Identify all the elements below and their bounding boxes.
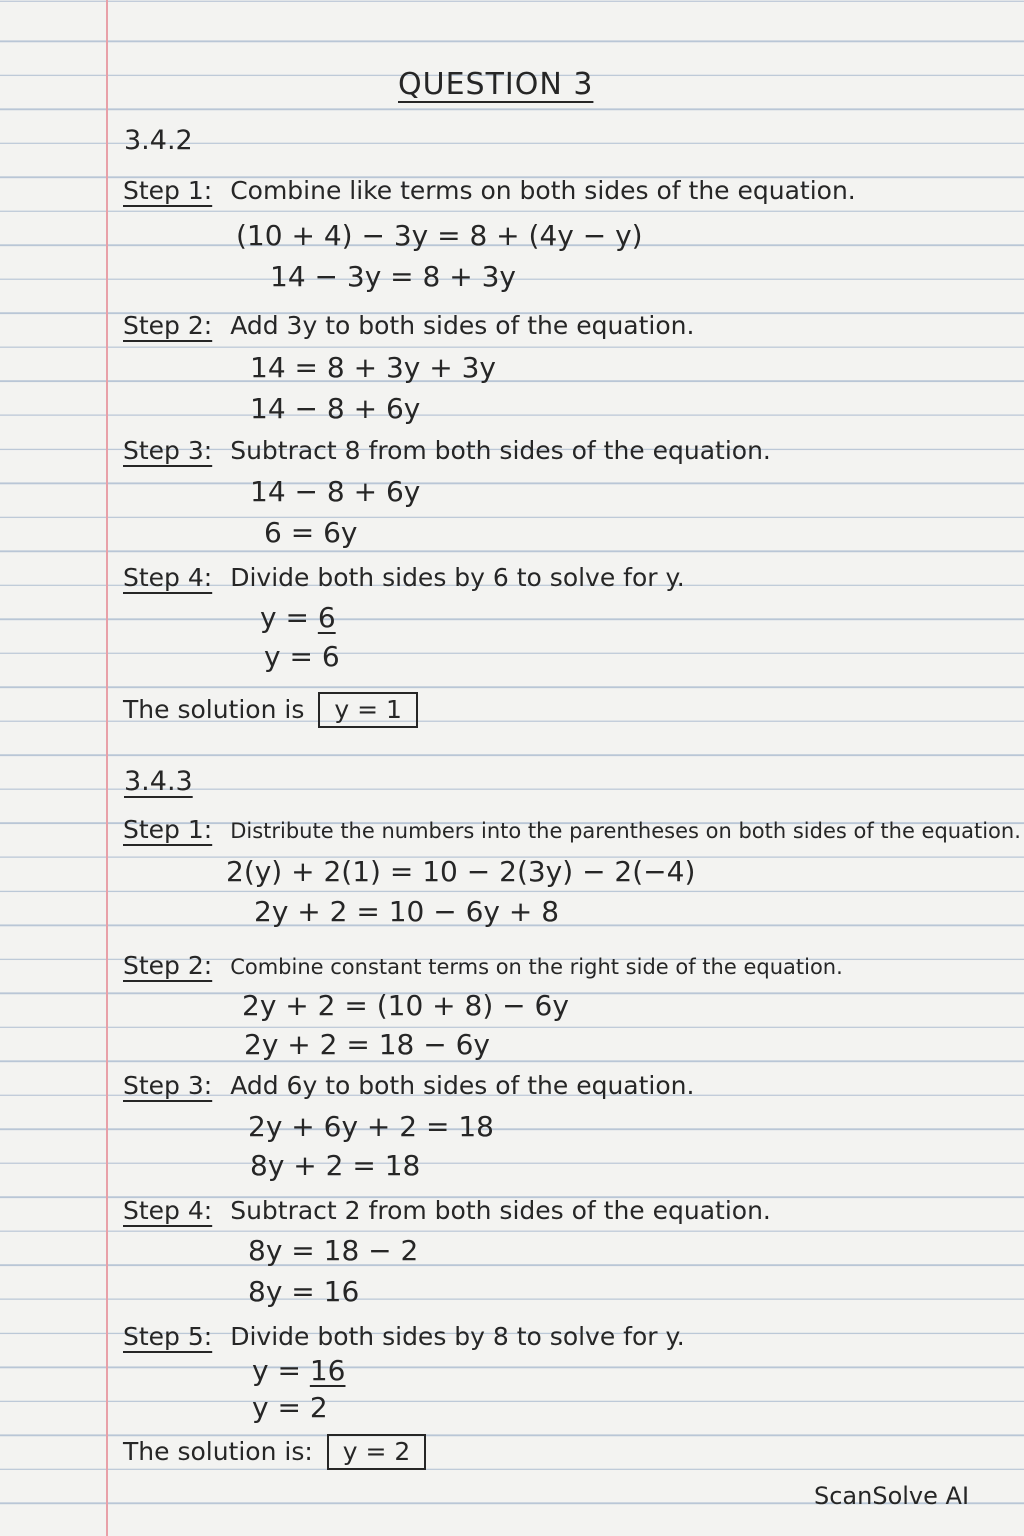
- footer-brand: ScanSolve AI: [814, 1482, 970, 1510]
- equation-line: 2y + 6y + 2 = 18: [248, 1110, 494, 1143]
- equation-line: 14 − 8 + 6y: [250, 475, 421, 508]
- solution-box: y = 2: [327, 1434, 427, 1470]
- equation-line: [252, 1354, 346, 1387]
- section-heading-3-4-3: 3.4.3: [124, 766, 193, 797]
- step-text: Combine constant terms on the right side of the equation.: [230, 955, 843, 979]
- step-text: Distribute the numbers into the parentheses on both sides of the equation.: [230, 819, 1021, 843]
- page-title: QUESTION 3: [398, 67, 594, 102]
- step-1-instruction: [123, 817, 1021, 843]
- solution-line: [123, 692, 418, 728]
- step-label: Step 3:: [123, 436, 213, 465]
- step-2-instruction: [123, 313, 694, 338]
- step-label: Step 4:: [123, 1196, 213, 1225]
- step-label: Step 2:: [123, 311, 213, 340]
- fraction-numerator: 16: [309, 1354, 346, 1387]
- equation-line: 2(y) + 2(1) = 10 − 2(3y) − 2(−4): [226, 855, 696, 888]
- equation-line: [260, 601, 336, 634]
- solution-line: [123, 1434, 426, 1470]
- solution-label: The solution is:: [123, 1437, 313, 1466]
- step-text: Divide both sides by 8 to solve for y.: [230, 1322, 685, 1351]
- step-label: Step 1:: [123, 176, 213, 205]
- step-text: Combine like terms on both sides of the equation.: [230, 176, 856, 205]
- equation-line: y = 6: [264, 640, 340, 673]
- step-label: Step 4:: [123, 563, 213, 592]
- equation-line: 14 = 8 + 3y + 3y: [250, 351, 496, 384]
- equation-lhs: y =: [252, 1354, 310, 1387]
- step-3-instruction: [123, 438, 771, 463]
- step-label: Step 1:: [123, 815, 213, 844]
- solution-box: y = 1: [318, 692, 418, 728]
- equation-line: 2y + 2 = 18 − 6y: [244, 1028, 490, 1061]
- equation-lhs: y =: [260, 601, 318, 634]
- step-5-instruction: [123, 1324, 685, 1349]
- step-2-instruction: [123, 953, 843, 979]
- equation-line: 2y + 2 = (10 + 8) − 6y: [242, 989, 569, 1022]
- step-text: Divide both sides by 6 to solve for y.: [230, 563, 685, 592]
- step-4-instruction: [123, 565, 685, 590]
- step-1-instruction: [123, 178, 856, 203]
- step-text: Subtract 8 from both sides of the equation.: [230, 436, 771, 465]
- step-text: Add 6y to both sides of the equation.: [230, 1071, 695, 1100]
- equation-line: (10 + 4) − 3y = 8 + (4y − y): [236, 219, 643, 252]
- equation-line: 14 − 8 + 6y: [250, 392, 421, 425]
- equation-line: 14 − 3y = 8 + 3y: [270, 260, 516, 293]
- equation-line: 2y + 2 = 10 − 6y + 8: [254, 895, 560, 928]
- step-text: Add 3y to both sides of the equation.: [230, 311, 695, 340]
- step-label: Step 3:: [123, 1071, 213, 1100]
- fraction-numerator: 6: [317, 601, 336, 634]
- step-4-instruction: [123, 1198, 771, 1223]
- equation-line: 8y + 2 = 18: [250, 1149, 421, 1182]
- equation-line: 6 = 6y: [264, 516, 358, 549]
- step-label: Step 2:: [123, 951, 213, 980]
- step-3-instruction: [123, 1073, 694, 1098]
- equation-line: y = 2: [252, 1391, 328, 1424]
- section-heading-3-4-2: 3.4.2: [124, 125, 193, 156]
- solution-label: The solution is: [123, 695, 305, 724]
- step-label: Step 5:: [123, 1322, 213, 1351]
- step-text: Subtract 2 from both sides of the equation.: [230, 1196, 771, 1225]
- equation-line: 8y = 18 − 2: [248, 1234, 419, 1267]
- margin-line: [106, 0, 108, 1536]
- equation-line: 8y = 16: [248, 1275, 360, 1308]
